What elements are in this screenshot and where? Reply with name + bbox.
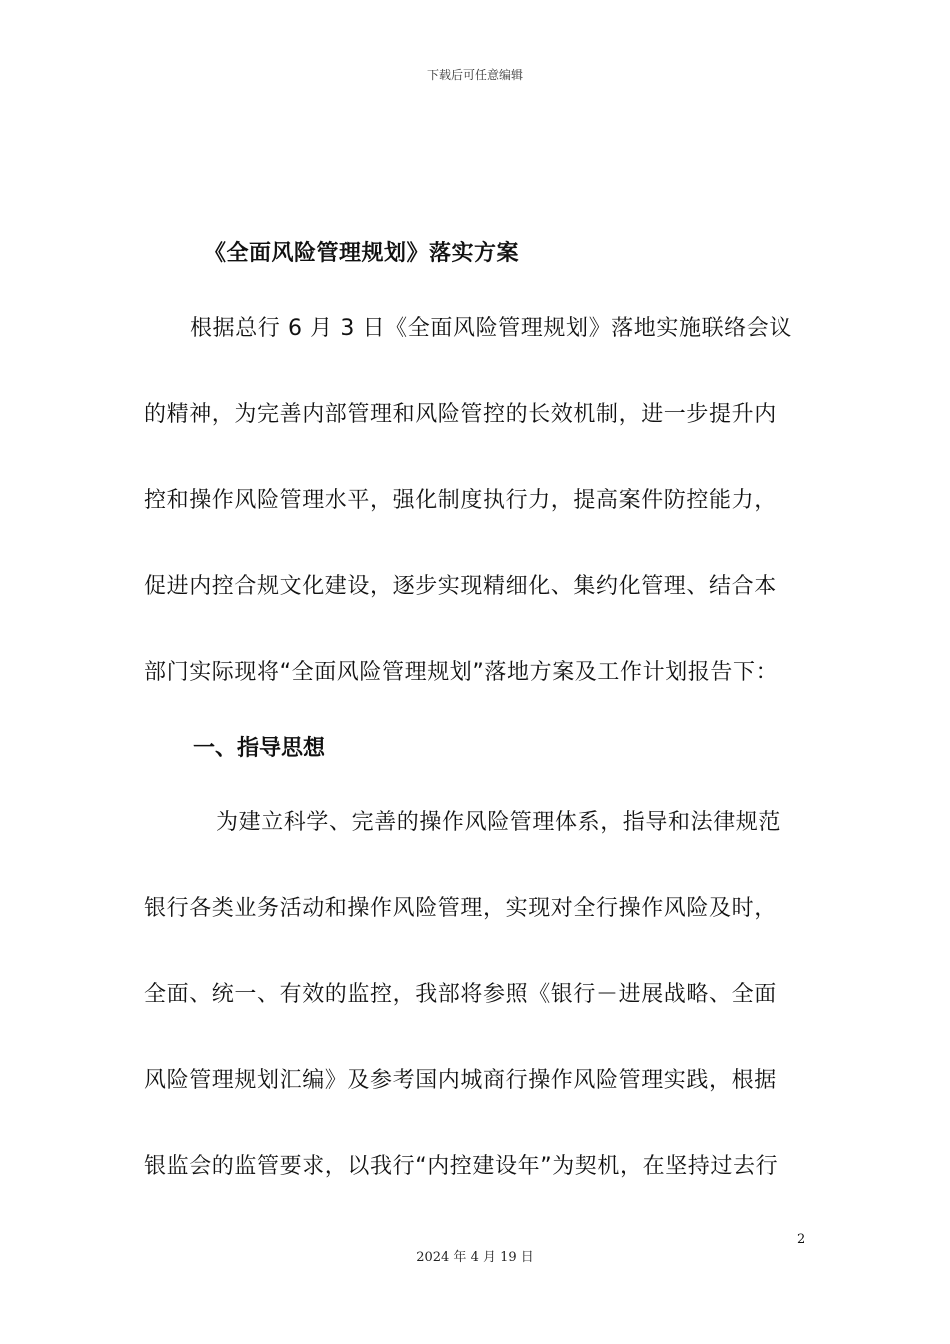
paragraph-line: 促进内控合规文化建设，逐步实现精细化、集约化管理、结合本 <box>144 574 777 599</box>
paragraph-line: 银行各类业务活动和操作风险管理，实现对全行操作风险及时， <box>144 896 777 921</box>
document-title: 《全面风险管理规划》落实方案 <box>204 241 520 266</box>
paragraph-line: 根据总行 6 月 3 日《全面风险管理规划》落地实施联络会议 <box>190 316 792 341</box>
paragraph-line: 部门实际现将“全面风险管理规划”落地方案及工作计划报告下： <box>144 660 779 685</box>
paragraph-line: 控和操作风险管理水平，强化制度执行力，提高案件防控能力， <box>144 488 777 513</box>
paragraph-line: 的精神，为完善内部管理和风险管控的长效机制，进一步提升内 <box>144 402 777 427</box>
paragraph-line: 风险管理规划汇编》及参考国内城商行操作风险管理实践，根据 <box>144 1068 777 1093</box>
page-number: 2 <box>797 1232 806 1247</box>
paragraph-line: 为建立科学、完善的操作风险管理体系，指导和法律规范 <box>216 810 782 835</box>
section-heading: 一、指导思想 <box>193 736 326 761</box>
paragraph-line: 银监会的监管要求，以我行“内控建设年”为契机，在坚持过去行 <box>144 1154 779 1179</box>
page-header: 下载后可任意编辑 <box>426 68 523 82</box>
paragraph-line: 全面、统一、有效的监控，我部将参照《银行－进展战略、全面 <box>144 982 777 1007</box>
footer-date: 2024 年 4 月 19 日 <box>416 1250 534 1265</box>
